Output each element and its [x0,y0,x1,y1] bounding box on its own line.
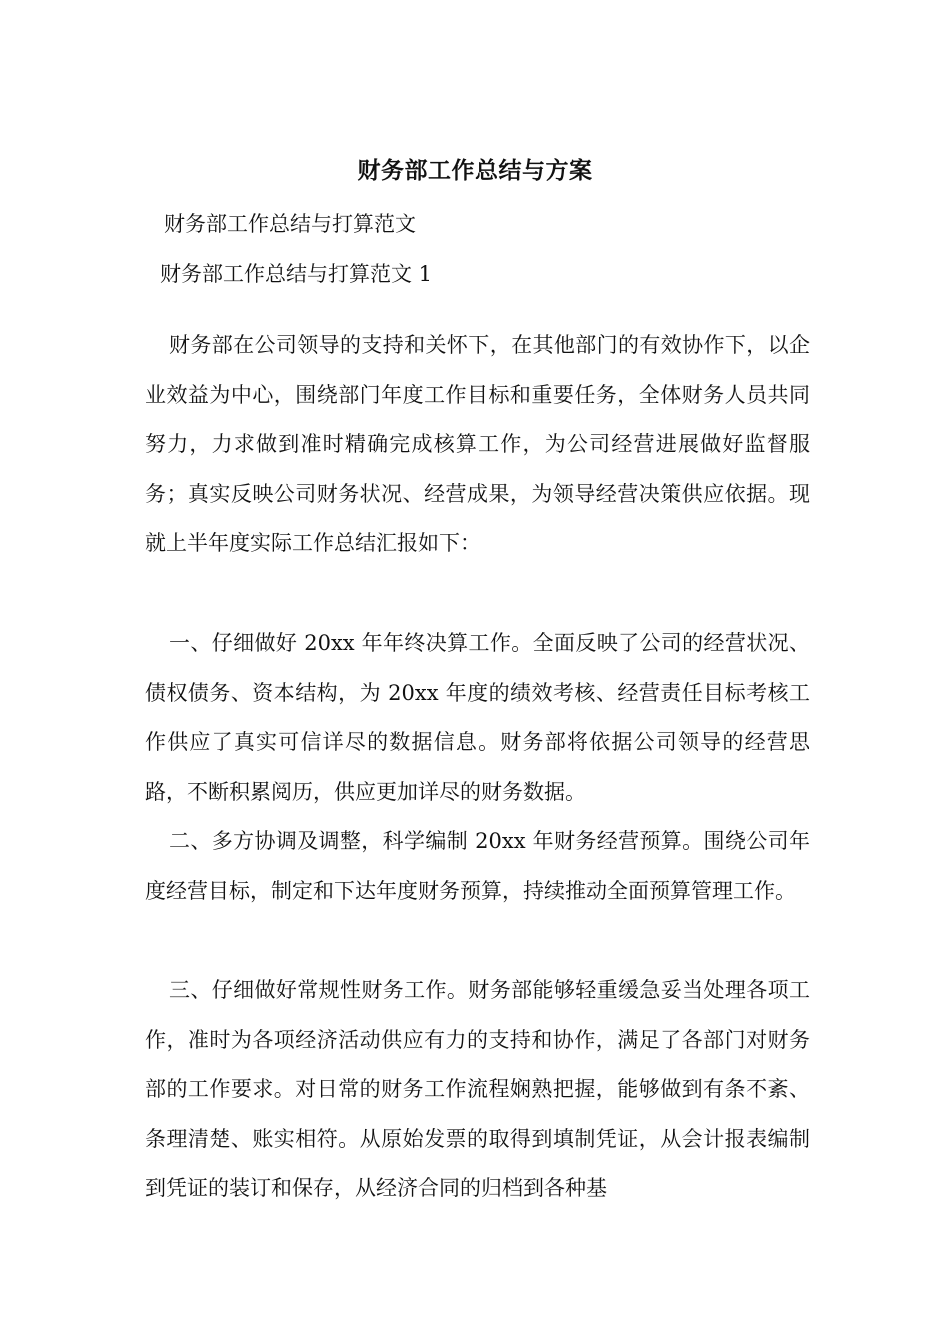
document-title: 财务部工作总结与方案 [357,157,593,184]
paragraph-intro: 财务部在公司领导的支持和关怀下，在其他部门的有效协作下，以企业效益为中心，围绕部门年度工作目标和重要任务，全体财务人员共同努力，力求做到准时精确完成核算工作，为公司经营进展做好监督服务；真实反映公司财务状况、经营成果，为领导经营决策供应依据。现就上半年度实际工作总结汇报如下： [145,333,810,555]
document-subtitle: 财务部工作总结与打算范文 [164,212,416,236]
paragraph-item-3: 三、仔细做好常规性财务工作。财务部能够轻重缓急妥当处理各项工作，准时为各项经济活动供应有力的支持和协作，满足了各部门对财务部的工作要求。对日常的财务工作流程娴熟把握，能够做到有条不紊、条理清楚、账实相符。从原始发票的取得到填制凭证，从会计报表编制到凭证的装订和保存，从经济合同的归档到各种基 [145,978,810,1200]
paragraph-item-2: 二、多方协调及调整，科学编制 20xx 年财务经营预算。围绕公司年度经营目标，制定和下达年度财务预算，持续推动全面预算管理工作。 [145,829,810,903]
paragraph-item-1: 一、仔细做好 20xx 年年终决算工作。全面反映了公司的经营状况、债权债务、资本结构，为 20xx 年度的绩效考核、经营责任目标考核工作供应了真实可信详尽的数据信息。财务部将依据公司领导的经营思路，不断积累阅历，供应更加详尽的财务数据。 [145,631,810,804]
section-heading: 财务部工作总结与打算范文 1 [160,262,433,286]
